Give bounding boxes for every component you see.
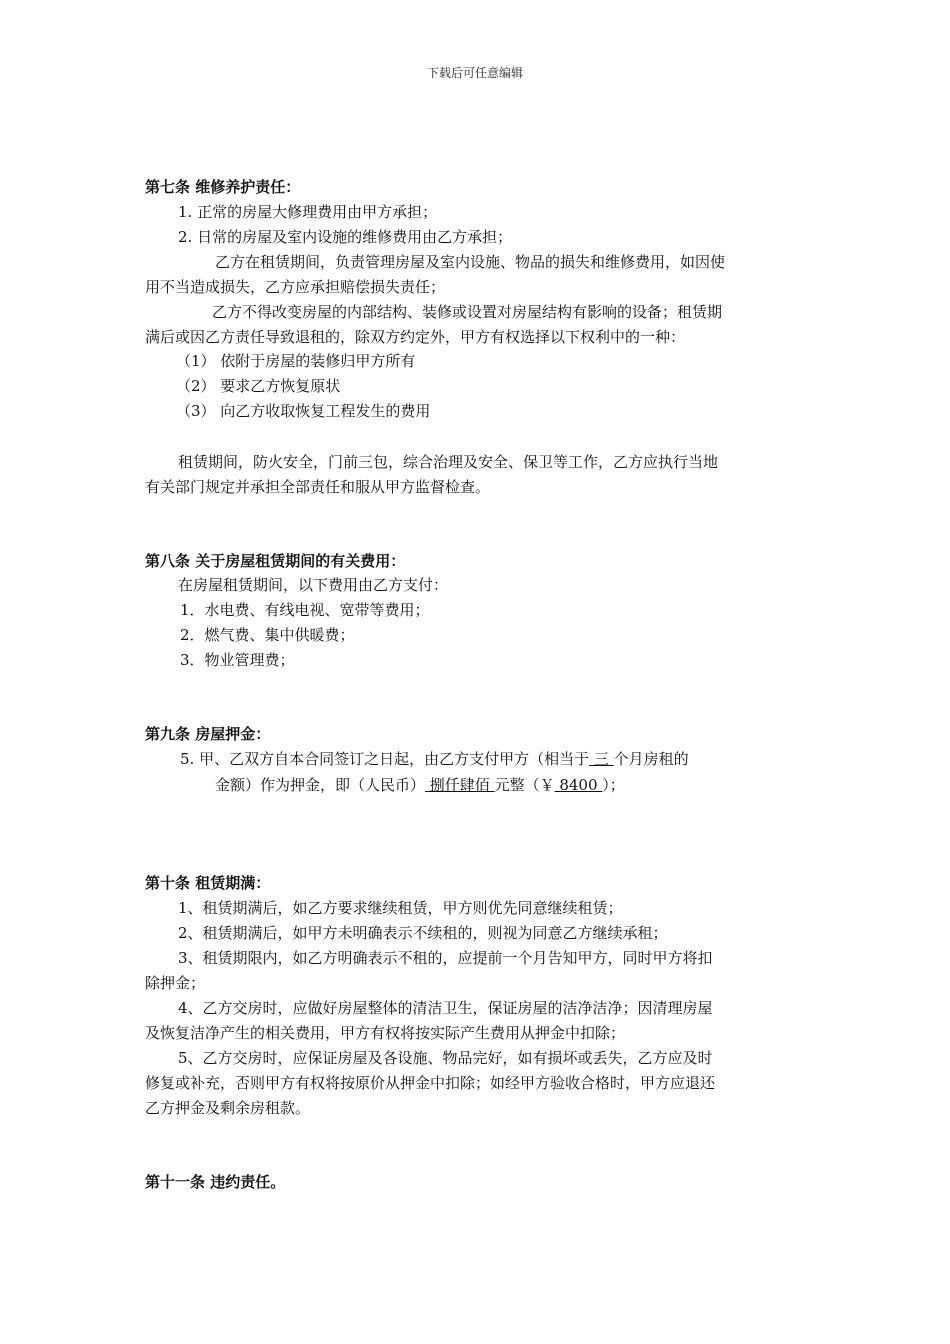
deposit-amount-intro: 金额）作为押金，即（人民币） bbox=[215, 776, 426, 794]
deposit-months-value: 三 bbox=[589, 750, 614, 768]
article-8-item-1: 1．水电费、有线电视、宽带等费用； bbox=[180, 601, 430, 619]
deposit-amount-chinese: 捌仟肆佰 bbox=[425, 776, 495, 794]
article-8-item-3: 3．物业管理费； bbox=[180, 651, 295, 669]
article-7-item-1: 1. 正常的房屋大修理费用由甲方承担； bbox=[178, 203, 438, 221]
article-10-rule-5-cont: 修复或补充，否则甲方有权将按原价从押金中扣除；如经甲方验收合格时，甲方应退还 bbox=[145, 1074, 716, 1092]
article-7-paragraph-1: 乙方在租赁期间，负责管理房屋及室内设施、物品的损失和维修费用，如因使 bbox=[215, 253, 726, 271]
article-10-rule-5-end: 乙方押金及剩余房租款。 bbox=[145, 1099, 311, 1117]
article-8-item-2: 2．燃气费、集中供暖费； bbox=[180, 626, 355, 644]
deposit-amount-middle: 元整（￥ bbox=[494, 776, 555, 794]
article-9-title: 第九条 房屋押金： bbox=[145, 725, 271, 743]
article-7-option-3: （3） 向乙方收取恢复工程发生的费用 bbox=[176, 402, 431, 420]
article-9-line-1 bbox=[180, 749, 689, 769]
article-7-paragraph-3-cont: 有关部门规定并承担全部责任和服从甲方监督检查。 bbox=[145, 478, 491, 496]
article-7-title: 第七条 维修养护责任： bbox=[145, 178, 301, 196]
page-header-note: 下载后可任意编辑 bbox=[426, 66, 523, 80]
deposit-amount-end: ）； bbox=[602, 776, 625, 794]
article-7-item-2: 2. 日常的房屋及室内设施的维修费用由乙方承担； bbox=[178, 228, 513, 246]
article-10-rule-4: 4、乙方交房时，应做好房屋整体的清洁卫生，保证房屋的洁净洁净；因清理房屋 bbox=[178, 999, 713, 1017]
article-10-rule-3-cont: 除押金； bbox=[145, 974, 206, 992]
deposit-months-suffix: 个月房租的 bbox=[613, 750, 689, 768]
article-8-title: 第八条 关于房屋租赁期间的有关费用： bbox=[145, 552, 406, 570]
deposit-amount-number: 8400 bbox=[554, 776, 603, 794]
article-7-option-1: （1） 依附于房屋的装修归甲方所有 bbox=[176, 352, 416, 370]
deposit-intro-text: 5. 甲、乙双方自本合同签订之日起，由乙方支付甲方（相当于 bbox=[180, 750, 590, 768]
article-10-rule-3: 3、租赁期限内，如乙方明确表示不租的，应提前一个月告知甲方，同时甲方将扣 bbox=[178, 949, 713, 967]
article-9-line-2 bbox=[215, 775, 625, 795]
article-7-paragraph-3: 租赁期间，防火安全，门前三包，综合治理及安全、保卫等工作，乙方应执行当地 bbox=[178, 453, 719, 471]
article-7-paragraph-2-cont: 满后或因乙方责任导致退租的，除双方约定外，甲方有权选择以下权利中的一种： bbox=[145, 328, 686, 346]
article-10-rule-1: 1、租赁期满后，如乙方要求继续租赁，甲方则优先同意继续租赁； bbox=[178, 899, 623, 917]
article-7-paragraph-2: 乙方不得改变房屋的内部结构、装修或设置对房屋结构有影响的设备；租赁期 bbox=[212, 303, 723, 321]
article-8-intro: 在房屋租赁期间，以下费用由乙方支付： bbox=[178, 576, 449, 594]
article-10-rule-4-cont: 及恢复洁净产生的相关费用，甲方有权将按实际产生费用从押金中扣除； bbox=[145, 1024, 626, 1042]
article-7-paragraph-1-cont: 用不当造成损失，乙方应承担赔偿损失责任； bbox=[145, 278, 446, 296]
article-10-title: 第十条 租赁期满： bbox=[145, 874, 271, 892]
article-7-option-2: （2） 要求乙方恢复原状 bbox=[176, 377, 341, 395]
article-10-rule-2: 2、租赁期满后，如甲方未明确表示不续租的，则视为同意乙方继续承租； bbox=[178, 924, 668, 942]
article-11-title: 第十一条 违约责任。 bbox=[145, 1173, 286, 1191]
article-10-rule-5: 5、乙方交房时，应保证房屋及各设施、物品完好，如有损坏或丢失，乙方应及时 bbox=[178, 1049, 713, 1067]
